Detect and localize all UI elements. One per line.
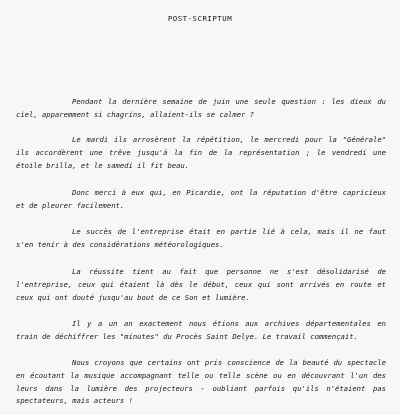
paragraph-7 <box>16 357 386 408</box>
paragraph-1 <box>16 96 386 122</box>
paragraph-7-text: Nous croyons que certains ont pris conscience de la beauté du spectacle en écoutant la musique accompagnant telle ou telle scène ou en découvrant l'un des leurs dans la lumière des projecteurs - oubliant parfois qu'ils n'étaient pas spectateurs, mais acteurs ! <box>16 358 386 406</box>
paragraph-6 <box>16 318 386 344</box>
paragraph-2 <box>16 134 386 172</box>
paragraph-6-text: Il y a un an exactement nous étions aux archives départementales en train de déchiffrer les "minutes" du Procès Saint Delye. Le travail commençait. <box>16 319 386 341</box>
paragraph-4-text: Le succès de l'entreprise était en partie lié à cela, mais il ne faut s'en tenir à des considérations météorologiques. <box>16 227 386 249</box>
paragraph-3-text: Donc merci à eux qui, en Picardie, ont la réputation d'être capricieux et de pleurer facilement. <box>16 188 386 210</box>
paragraph-1-text: Pendant la dernière semaine de juin une seule question : les dieux du ciel, apparemment si chagrins, allaient-ils se calmer ? <box>16 97 386 119</box>
paragraph-3 <box>16 187 386 213</box>
page-title: POST-SCRIPTUM <box>167 14 233 23</box>
paragraph-4 <box>16 226 386 252</box>
paragraph-5-text: La réussite tient au fait que personne ne s'est désolidarisé de l'entreprise, ceux qui étaient là dès le début, ceux qui sont arrivés en route et ceux qui ont douté jusqu'au bout de ce Son et lumière. <box>16 267 386 302</box>
paragraph-2-text: Le mardi ils arrosèrent la répétition, le mercredi pour la "Générale" ils accordèrent une trêve jusqu'à la fin de la représentation ; le vendredi une étoile brilla, et le samedi il fit beau. <box>16 135 386 170</box>
paragraph-5 <box>16 266 386 304</box>
